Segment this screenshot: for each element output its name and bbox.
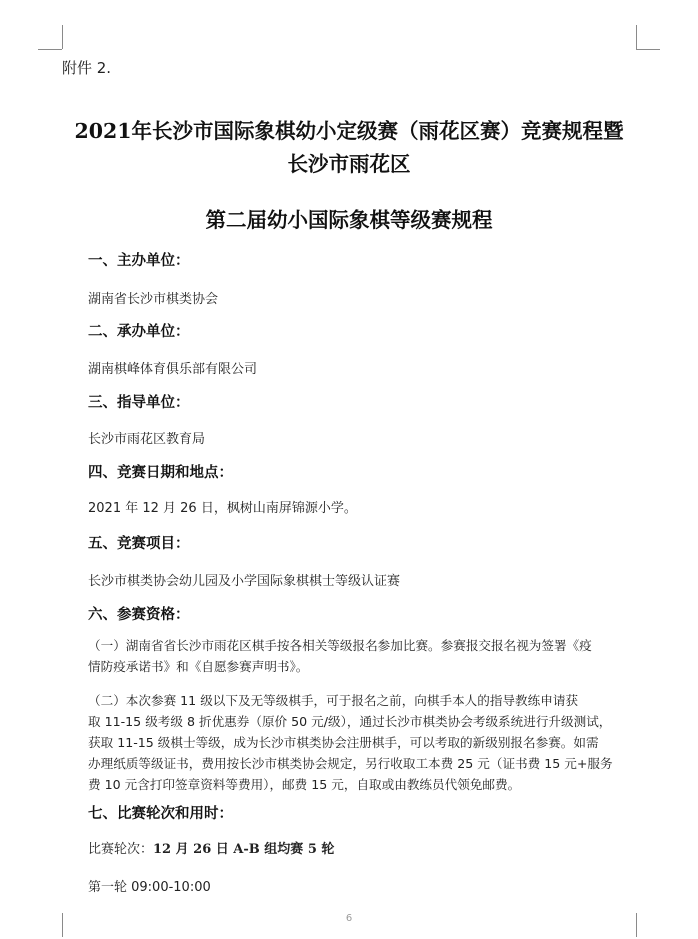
eligibility-p2-line: 获取 11-15 级棋士等级，成为长沙市棋类协会注册棋手，可以考取的新级别报名参赛。如需 [88,735,599,750]
section-heading-events: 五、竞赛项目： [88,536,190,552]
crop-mark-top-right-v [636,25,637,49]
organizer-text: 湖南省长沙市棋类协会 [88,292,219,307]
section-heading-eligibility: 六、参赛资格： [88,607,190,623]
section-heading-date-venue: 四、竞赛日期和地点： [88,465,233,481]
doc-title-line-3: 第二届幼小国际象棋等级赛规程 [205,208,493,232]
eligibility-paragraph-1 [88,635,648,677]
section-heading-rounds: 七、比赛轮次和用时： [88,806,233,822]
first-round-time: 第一轮 09:00-10:00 [88,880,211,895]
page-number: 6 [345,913,353,924]
section-heading-host: 二、承办单位： [88,324,190,340]
crop-mark-top-right-h [636,49,660,50]
attachment-label: 附件 2. [62,59,112,77]
section-heading-guidance: 三、指导单位： [88,395,190,411]
rounds-label: 比赛轮次： [88,842,154,857]
events-text: 长沙市棋类协会幼儿园及小学国际象棋棋士等级认证赛 [88,574,401,589]
date-venue-text: 2021 年 12 月 26 日，枫树山南屏锦源小学。 [88,501,357,516]
rounds-line [88,838,334,857]
eligibility-p1-line: （一）湖南省省长沙市雨花区棋手按各相关等级报名参加比赛。参赛报交报名视为签署《疫 [88,638,592,653]
eligibility-p2-line: 办理纸质等级证书，费用按长沙市棋类协会规定，另行收取工本费 25 元（证书费 15 元+服务 [88,756,613,771]
host-text: 湖南棋峰体育俱乐部有限公司 [88,362,258,377]
eligibility-p1-line: 情防疫承诺书》和《自愿参赛声明书》。 [88,659,309,674]
guidance-text: 长沙市雨花区教育局 [88,432,206,447]
eligibility-paragraph-2 [88,690,648,795]
section-heading-organizer: 一、主办单位： [88,253,190,269]
doc-title-line-1: 2021年长沙市国际象棋幼小定级赛（雨花区赛）竞赛规程暨 [74,119,624,143]
crop-mark-top-left-v [62,25,63,49]
crop-mark-top-left-h [38,49,62,50]
eligibility-p2-line: 费 10 元含打印签章资料等费用），邮费 15 元，自取或由教练员代领免邮费。 [88,777,521,792]
eligibility-p2-line: 取 11-15 级考级 8 折优惠券（原价 50 元/级），通过长沙市棋类协会考级系统进行升级测试， [88,714,612,729]
eligibility-p2-line: （二）本次参赛 11 级以下及无等级棋手，可于报名之前，向棋手本人的指导教练申请获 [88,693,579,708]
rounds-value: 12 月 26 日 A-B 组均赛 5 轮 [153,842,335,857]
doc-title-line-2: 长沙市雨花区 [287,152,411,176]
